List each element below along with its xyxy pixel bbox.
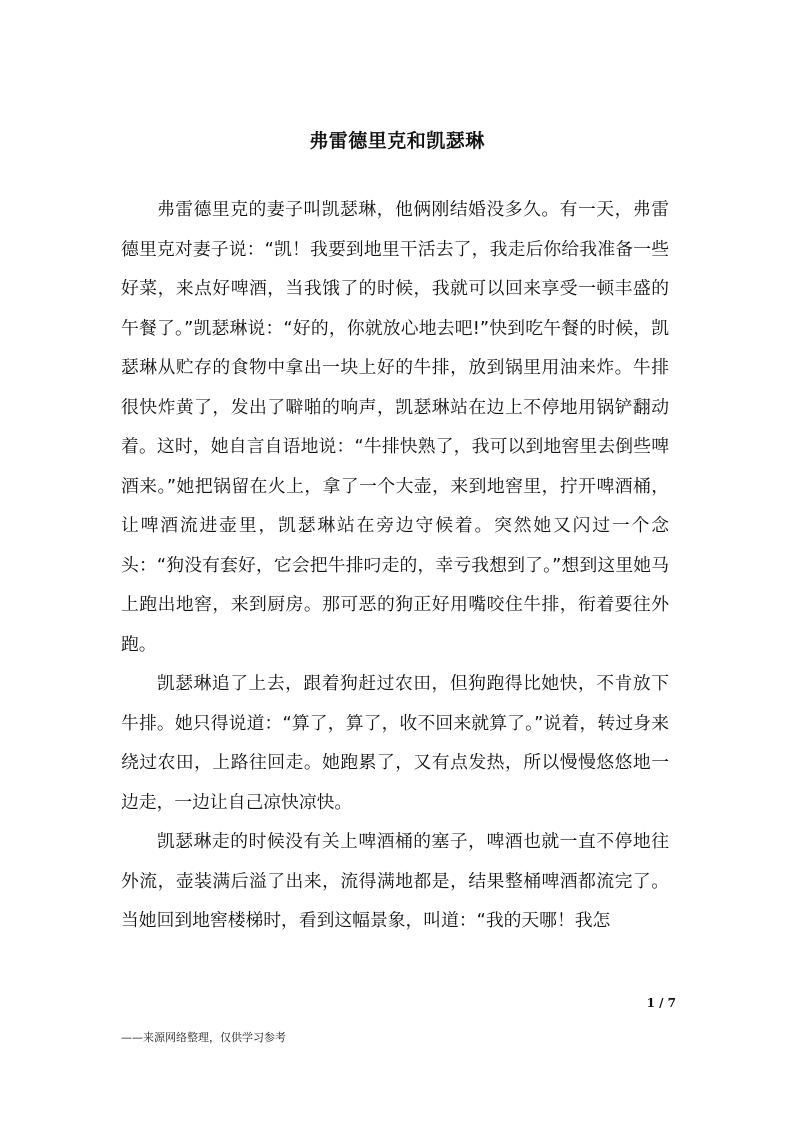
- paragraph-2: 凯瑟琳追了上去，跟着狗赶过农田，但狗跑得比她快，不肯放下牛排。她只得说道：“算了，算了，收不回来就算了。”说着，转过身来绕过农田，上路往回走。她跑累了，又有点发热，所以慢慢悠悠地一边走，一边让自己凉快凉快。: [121, 673, 669, 813]
- paragraph-1: 弗雷德里克的妻子叫凯瑟琳，他俩刚结婚没多久。有一天，弗雷德里克对妻子说：“凯！我要到地里干活去了，我走后你给我准备一些好菜，来点好啤酒，当我饿了的时候，我就可以回来享受一顿丰盛的午餐了。”凯瑟琳说：“好的，你就放心地去吧!”快到吃午餐的时候，凯瑟琳从贮存的食物中拿出一块上好的牛排，放到锅里用油来炸。牛排很快炸黄了，发出了噼啪的响声，凯瑟琳站在边上不停地用锅铲翻动着。这时，她自言自语地说：“牛排快熟了，我可以到地窖里去倒些啤酒来。”她把锅留在火上，拿了一个大壶，来到地窖里，拧开啤酒桶，让啤酒流进壶里，凯瑟琳站在旁边守候着。突然她又闪过一个念头：“狗没有套好，它会把牛排叼走的，幸亏我想到了。”想到这里她马上跑出地窖，来到厨房。那可恶的狗正好用嘴咬住牛排，衔着要往外跑。: [121, 199, 669, 655]
- document-body: [121, 190, 669, 941]
- document-title: 弗雷德里克和凯瑟琳: [309, 130, 485, 152]
- footer-note: ——来源网络整理，仅供学习参考: [121, 1031, 286, 1044]
- page-number: 1 / 7: [646, 996, 676, 1010]
- paragraph-3: 凯瑟琳走的时候没有关上啤酒桶的塞子，啤酒也就一直不停地往外流，壶装满后溢了出来，流得满地都是，结果整桶啤酒都流完了。当她回到地窖楼梯时，看到这幅景象，叫道：“我的天哪！我怎: [121, 831, 669, 931]
